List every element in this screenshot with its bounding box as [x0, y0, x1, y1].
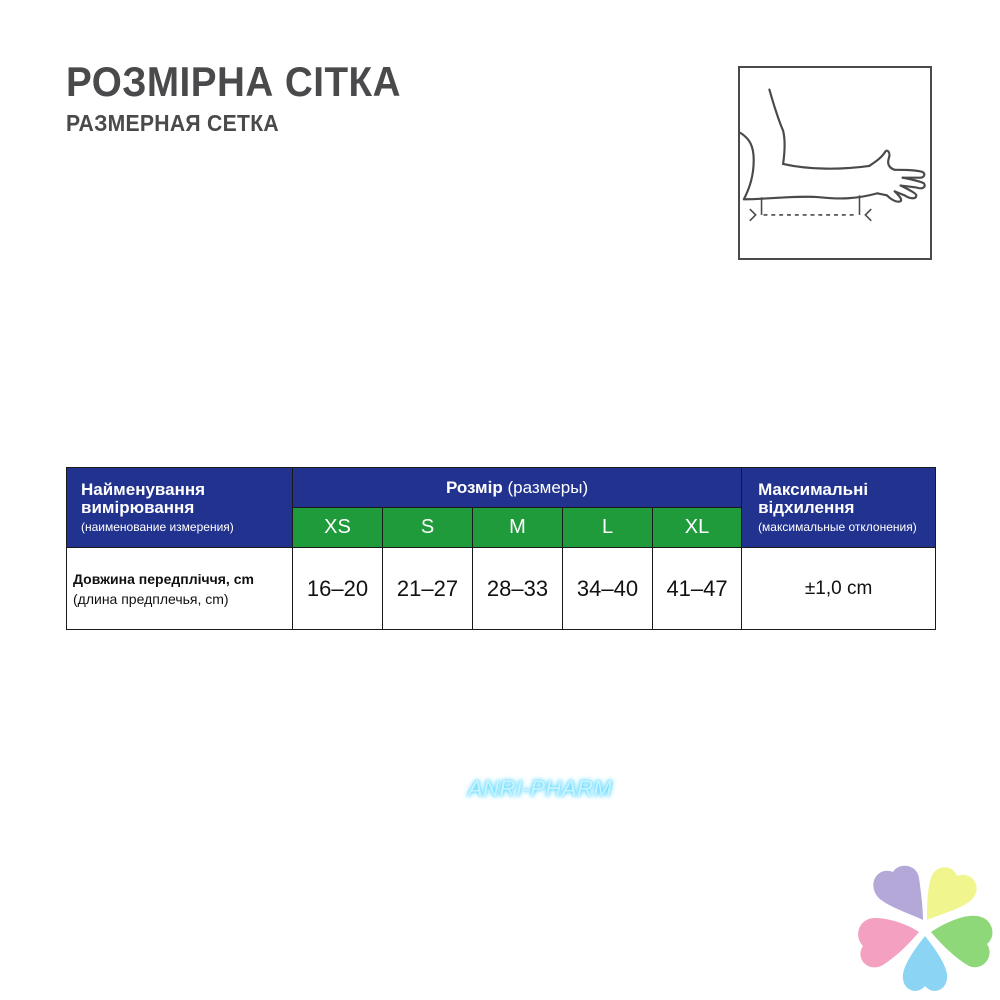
size-header: [293, 468, 742, 508]
value-xl: 41–47: [653, 548, 742, 630]
deviation-header: [742, 468, 936, 548]
size-header-main: Розмір: [445, 477, 503, 497]
size-chart-table: [66, 467, 936, 630]
size-label-xs: XS: [293, 508, 383, 548]
size-label-l: L: [563, 508, 653, 548]
measurement-name-header-sub: (наименование измерения): [81, 519, 234, 534]
forearm-measure-figure: [738, 66, 932, 260]
row-name-cell: [67, 548, 293, 630]
watermark: ANRI-PHARM: [468, 776, 613, 801]
table-row: [67, 548, 936, 630]
value-xs: 16–20: [293, 548, 383, 630]
value-l: 34–40: [563, 548, 653, 630]
size-label-xl: XL: [653, 508, 742, 548]
row-name-main: Довжина передпліччя, cm: [73, 570, 254, 587]
size-label-s: S: [383, 508, 473, 548]
brand-logo: [855, 862, 995, 996]
deviation-header-sub: (максимальные отклонения): [758, 519, 917, 534]
page-title: РОЗМІРНА СІТКА: [66, 58, 401, 105]
deviation-header-main: Максимальні відхилення: [758, 479, 869, 517]
measurement-name-header-main: Найменування вимірювання: [81, 479, 206, 517]
forearm-measure-icon: [740, 68, 930, 258]
flower-logo-icon: [855, 862, 995, 996]
page-subtitle: РАЗМЕРНАЯ СЕТКА: [66, 110, 279, 136]
deviation-value: ±1,0 cm: [742, 548, 936, 630]
table-header-row: [67, 468, 936, 508]
size-header-sub: (размеры): [507, 477, 589, 497]
value-m: 28–33: [473, 548, 563, 630]
size-label-m: M: [473, 508, 563, 548]
value-s: 21–27: [383, 548, 473, 630]
row-name-sub: (длина предплечья, cm): [73, 590, 229, 607]
measurement-name-header: [67, 468, 293, 548]
